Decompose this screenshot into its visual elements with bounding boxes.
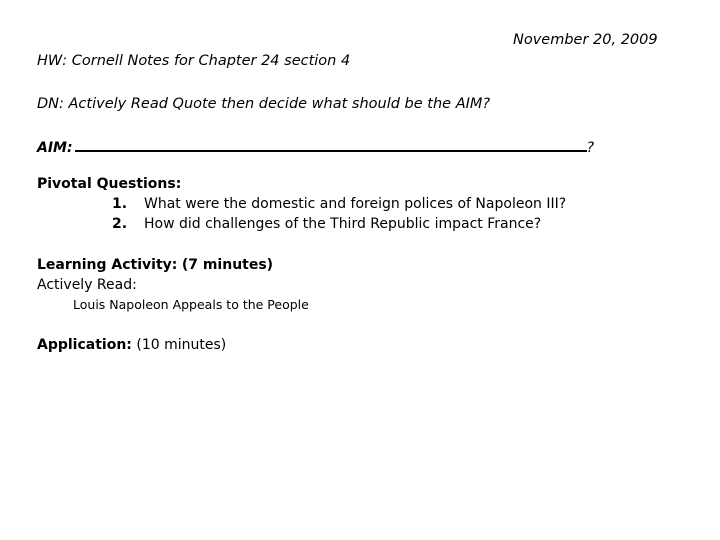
- question-number: 1.: [112, 196, 128, 212]
- pivotal-questions-heading: Pivotal Questions:: [37, 176, 182, 192]
- application-duration: (10 minutes): [136, 337, 227, 353]
- reading-title: Louis Napoleon Appeals to the People: [73, 297, 309, 312]
- question-text: How did challenges of the Third Republic impact France?: [144, 216, 542, 232]
- question-2: [112, 216, 542, 232]
- learning-activity-heading: Learning Activity:: [37, 257, 178, 273]
- question-text: What were the domestic and foreign polices of Napoleon III?: [144, 196, 567, 212]
- question-number: 2.: [112, 216, 128, 232]
- homework: HW: Cornell Notes for Chapter 24 section 4: [37, 53, 351, 69]
- actively-read-label: Actively Read:: [37, 277, 137, 293]
- learning-activity: [37, 257, 273, 273]
- aim-label: AIM:: [37, 140, 73, 156]
- aim-question-mark: ?: [586, 140, 595, 156]
- date: November 20, 2009: [513, 32, 658, 48]
- aim-blank-line: [75, 136, 587, 152]
- do-now: DN: Actively Read Quote then decide what should be the AIM?: [37, 96, 491, 112]
- application: [37, 337, 226, 353]
- application-heading: Application:: [37, 337, 132, 353]
- aim-row: [37, 136, 594, 156]
- learning-activity-duration: (7 minutes): [181, 257, 274, 273]
- question-1: [112, 196, 567, 212]
